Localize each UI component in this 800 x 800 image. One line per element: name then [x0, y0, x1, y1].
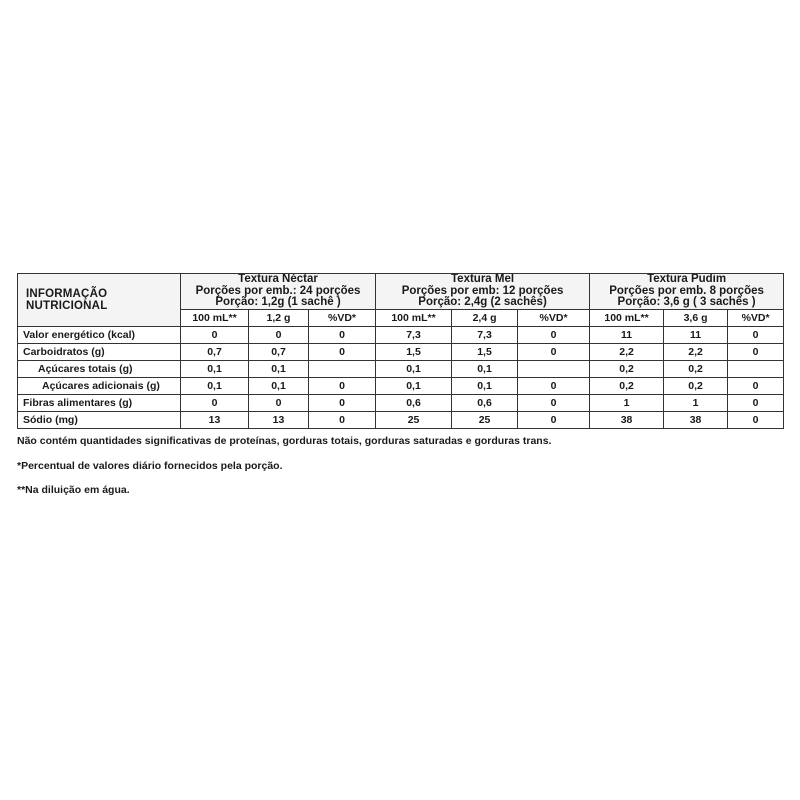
- nutrition-facts: [17, 273, 783, 509]
- table-title: [18, 274, 181, 327]
- row-label: Sódio (mg): [18, 412, 181, 429]
- table-cell: 0,2: [590, 378, 664, 395]
- table-cell: 0,1: [376, 378, 452, 395]
- group-header-nectar: [181, 274, 376, 310]
- table-row: [18, 327, 784, 344]
- table-cell: 0,2: [664, 361, 728, 378]
- table-cell: 0: [249, 327, 309, 344]
- table-cell: 7,3: [452, 327, 518, 344]
- col-header: 100 mL**: [181, 310, 249, 327]
- table-cell: 0: [728, 412, 784, 429]
- table-cell: 0,6: [376, 395, 452, 412]
- table-cell: 0: [181, 395, 249, 412]
- table-cell: 25: [452, 412, 518, 429]
- table-cell: 0,1: [181, 378, 249, 395]
- table-cell: 0: [518, 327, 590, 344]
- table-cell: 0: [518, 395, 590, 412]
- footnote-dilution: **Na diluição em água.: [17, 484, 130, 497]
- row-label: Açúcares adicionais (g): [18, 378, 181, 395]
- table-cell: 1,5: [452, 344, 518, 361]
- group-header-mel: [376, 274, 590, 310]
- table-cell: 0: [728, 344, 784, 361]
- col-header: %VD*: [518, 310, 590, 327]
- table-row: [18, 344, 784, 361]
- table-cell: 0: [309, 378, 376, 395]
- table-cell: 7,3: [376, 327, 452, 344]
- table-cell: 0: [518, 412, 590, 429]
- table-row: [18, 412, 784, 429]
- table-cell: 0: [728, 378, 784, 395]
- table-cell: 1: [590, 395, 664, 412]
- nutrition-table: [17, 273, 784, 429]
- group-servings: Porções por emb.: 24 porções: [195, 284, 361, 297]
- col-header: 2,4 g: [452, 310, 518, 327]
- table-cell: 0: [728, 395, 784, 412]
- table-cell: 0,2: [590, 361, 664, 378]
- group-servings: Porções por emb: 12 porções: [401, 284, 564, 297]
- table-cell: 11: [590, 327, 664, 344]
- footnote-not-significant: Não contém quantidades significativas de proteínas, gorduras totais, gorduras saturadas e gorduras trans.: [17, 435, 552, 448]
- col-header: 100 mL**: [376, 310, 452, 327]
- table-cell: 0: [181, 327, 249, 344]
- table-cell: 2,2: [590, 344, 664, 361]
- table-cell: 0: [309, 344, 376, 361]
- table-cell: 13: [249, 412, 309, 429]
- group-name: Textura Mel: [451, 273, 515, 285]
- table-cell: 13: [181, 412, 249, 429]
- col-header: 3,6 g: [664, 310, 728, 327]
- col-header: 100 mL**: [590, 310, 664, 327]
- table-cell: 0: [518, 378, 590, 395]
- table-cell: 0,7: [181, 344, 249, 361]
- col-header: %VD*: [728, 310, 784, 327]
- table-cell: 0,2: [664, 378, 728, 395]
- table-cell: 0,1: [452, 361, 518, 378]
- footnotes: [17, 435, 783, 496]
- row-label: Açúcares totais (g): [18, 361, 181, 378]
- row-label: Valor energético (kcal): [18, 327, 181, 344]
- table-cell: [518, 361, 590, 378]
- table-cell: 0: [518, 344, 590, 361]
- table-cell: 38: [590, 412, 664, 429]
- group-portion: Porção: 2,4g (2 sachês): [418, 296, 547, 309]
- table-title-line2: NUTRICIONAL: [26, 300, 108, 313]
- group-servings: Porções por emb. 8 porções: [609, 284, 764, 297]
- table-cell: 0: [728, 327, 784, 344]
- table-cell: 0,1: [181, 361, 249, 378]
- table-cell: [728, 361, 784, 378]
- table-title-line1: INFORMAÇÃO: [26, 288, 108, 301]
- group-portion: Porção: 1,2g (1 sachê ): [215, 296, 341, 309]
- table-cell: 0,1: [249, 378, 309, 395]
- table-row: [18, 361, 784, 378]
- table-header-row: [18, 274, 784, 310]
- table-cell: 11: [664, 327, 728, 344]
- group-name: Textura Pudim: [647, 273, 727, 285]
- table-cell: 0: [309, 395, 376, 412]
- table-cell: 38: [664, 412, 728, 429]
- table-cell: 1,5: [376, 344, 452, 361]
- row-label: Carboidratos (g): [18, 344, 181, 361]
- table-cell: 0: [309, 412, 376, 429]
- table-cell: 0,7: [249, 344, 309, 361]
- table-cell: 0,1: [452, 378, 518, 395]
- group-name: Textura Néctar: [238, 273, 318, 285]
- table-cell: 0,1: [376, 361, 452, 378]
- table-cell: 0,1: [249, 361, 309, 378]
- table-cell: 1: [664, 395, 728, 412]
- table-cell: 0: [249, 395, 309, 412]
- table-cell: 0,6: [452, 395, 518, 412]
- table-cell: 2,2: [664, 344, 728, 361]
- col-header: 1,2 g: [249, 310, 309, 327]
- row-label: Fibras alimentares (g): [18, 395, 181, 412]
- footnote-dv: *Percentual de valores diário fornecidos pela porção.: [17, 460, 283, 473]
- table-cell: 25: [376, 412, 452, 429]
- group-header-pudim: [590, 274, 784, 310]
- table-row: [18, 395, 784, 412]
- table-cell: [309, 361, 376, 378]
- table-cell: 0: [309, 327, 376, 344]
- table-row: [18, 378, 784, 395]
- col-header: %VD*: [309, 310, 376, 327]
- group-portion: Porção: 3,6 g ( 3 sachês ): [617, 296, 756, 309]
